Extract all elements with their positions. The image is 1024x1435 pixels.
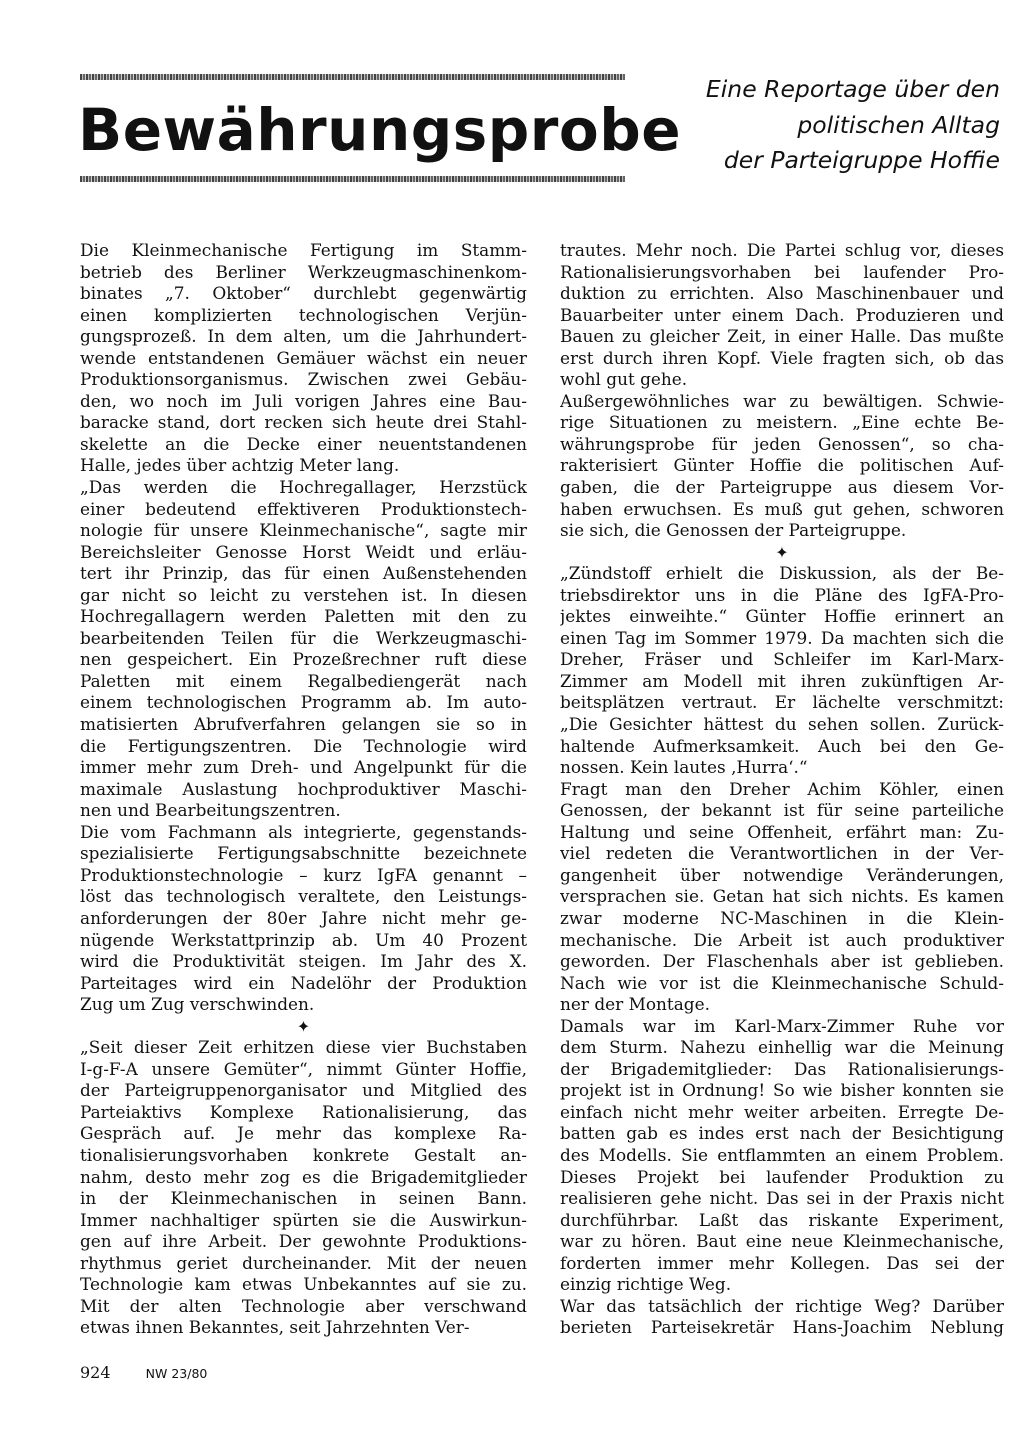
text-line: Außergewöhnliches war zu bewältigen. Schwie- xyxy=(560,390,1004,411)
text-line: I-g-F-A unsere Gemüter“, nimmt Günter Hoffie, xyxy=(80,1058,527,1079)
issue-label: NW 23/80 xyxy=(145,1366,208,1381)
text-line: rhythmus geriet durcheinander. Mit der neuen xyxy=(80,1252,527,1273)
text-line: einen komplizierten technologischen Verjün- xyxy=(80,304,527,325)
text-line: Haltung und seine Offenheit, erfährt man: Zu- xyxy=(560,821,1004,842)
text-line: gangenheit über notwendige Veränderungen, xyxy=(560,864,1004,885)
text-line: währungsprobe für jeden Genossen“, so cha- xyxy=(560,433,1004,454)
text-line: sie sich, die Genossen der Parteigruppe. xyxy=(560,520,907,541)
text-line: triebsdirektor uns in die Pläne des IgFA-Pro- xyxy=(560,584,1004,605)
text-line: Immer nachhaltiger spürten sie die Auswirkun- xyxy=(80,1209,527,1230)
text-line: einen Tag im Sommer 1979. Da machten sich die xyxy=(560,627,1004,648)
text-line: betrieb des Berliner Werkzeugmaschinenkom- xyxy=(80,261,527,282)
text-line: „Die Gesichter hättest du sehen sollen. Zurück- xyxy=(560,714,1004,735)
text-line: einfach nicht mehr weiter arbeiten. Erregte De- xyxy=(560,1101,1004,1122)
text-line: erst durch ihren Kopf. Viele fragten sich, ob das xyxy=(560,347,1004,368)
text-line: duktion zu errichten. Also Maschinenbauer und xyxy=(560,283,1004,304)
text-line: Mit der alten Technologie aber verschwand xyxy=(80,1295,527,1316)
text-line: Nach wie vor ist die Kleinmechanische Schuld- xyxy=(560,972,1004,993)
text-line: Genossen, der bekannt ist für seine parteiliche xyxy=(560,800,1004,821)
text-line: Gespräch auf. Je mehr das komplexe Ra- xyxy=(80,1123,527,1144)
page-footer xyxy=(80,1363,207,1382)
text-line: tionalisierungsvorhaben konkrete Gestalt an- xyxy=(80,1144,527,1165)
text-line: „Seit dieser Zeit erhitzen diese vier Buchstaben xyxy=(80,1037,527,1058)
text-line: haben erwuchsen. Es muß gut gehen, schworen xyxy=(560,498,1004,519)
text-line: nen gespeichert. Ein Prozeßrechner ruft diese xyxy=(80,649,527,670)
text-line: Damals war im Karl-Marx-Zimmer Ruhe vor xyxy=(560,1015,1004,1036)
text-line: ner der Montage. xyxy=(560,994,710,1015)
right-column xyxy=(560,240,1004,1339)
text-line: anforderungen der 80er Jahre nicht mehr ge- xyxy=(80,907,527,928)
text-line: wende entstandenen Gemäuer wächst ein neuer xyxy=(80,347,527,368)
text-line: Die vom Fachmann als integrierte, gegenstands- xyxy=(80,821,527,842)
text-line: jektes einweihte.“ Günter Hoffie erinnert an xyxy=(560,606,1004,627)
text-line: Dieses Projekt bei laufender Produktion zu xyxy=(560,1166,1004,1187)
subhead-line: politischen Alltag xyxy=(797,110,1000,139)
text-line: geworden. Der Flaschenhals aber ist geblieben. xyxy=(560,951,1004,972)
text-line: skelette an die Decke einer neuentstandenen xyxy=(80,433,527,454)
text-line: rakterisiert Günter Hoffie die politischen Auf- xyxy=(560,455,1004,476)
text-line: des Modells. Sie entflammten an einem Problem. xyxy=(560,1144,1004,1165)
text-line: Hochregallagern werden Paletten mit den zu xyxy=(80,606,527,627)
text-line: War das tatsächlich der richtige Weg? Darüber xyxy=(560,1295,1004,1316)
text-line: Die Kleinmechanische Fertigung im Stamm- xyxy=(80,240,527,260)
text-line: in der Kleinmechanischen in seinen Bann. xyxy=(80,1188,527,1209)
text-line: beitsplätzen vertraut. Er lächelte verschmitzt: xyxy=(560,692,1004,713)
top-rule xyxy=(80,74,625,80)
text-line: der Parteigruppenorganisator und Mitglied des xyxy=(80,1080,527,1101)
text-line: war zu hören. Baut eine neue Kleinmechanische, xyxy=(560,1231,1004,1252)
text-line: Zug um Zug verschwinden. xyxy=(80,994,315,1015)
text-line: batten gab es indes erst nach der Besichtigung xyxy=(560,1123,1004,1144)
text-line: gar nicht so leicht zu verstehen ist. In diesen xyxy=(80,584,527,605)
text-line: binates „7. Oktober“ durchlebt gegenwärtig xyxy=(80,283,527,304)
text-line: dem Sturm. Nahezu einhellig war die Meinung xyxy=(560,1037,1004,1058)
text-line: nahm, desto mehr zog es die Brigademitglieder xyxy=(80,1166,527,1187)
bottom-rule xyxy=(80,176,625,182)
text-line: „Zündstoff erhielt die Diskussion, als der Be- xyxy=(560,563,1004,584)
subhead-line: Eine Reportage über den xyxy=(705,75,1000,103)
text-line: einer bedeutend effektiveren Produktionstech- xyxy=(80,498,527,519)
text-line: immer mehr zum Dreh- und Angelpunkt für die xyxy=(80,757,527,778)
subhead xyxy=(655,72,1000,179)
text-line: nossen. Kein lautes ‚Hurra‘.“ xyxy=(560,757,808,778)
text-line: wohl gut gehe. xyxy=(560,369,688,390)
text-line: nologie für unsere Kleinmechanische“, sagte mir xyxy=(80,520,527,541)
subhead-line: der Parteigruppe Hoffie xyxy=(723,146,1000,174)
text-line: gen auf ihre Arbeit. Der gewohnte Produktions- xyxy=(80,1231,527,1252)
text-line: forderten immer mehr Kollegen. Das sei der xyxy=(560,1252,1004,1273)
text-line: Bereichsleiter Genosse Horst Weidt und erläu- xyxy=(80,541,527,562)
text-line: Fragt man den Dreher Achim Köhler, einen xyxy=(560,778,1004,799)
text-line: Rationalisierungsvorhaben bei laufender Pro- xyxy=(560,261,1004,282)
text-line: baracke stand, dort recken sich heute drei Stahl- xyxy=(80,412,527,433)
text-line: Zimmer am Modell mit ihren zukünftigen Ar- xyxy=(560,670,1004,691)
text-line: gungsprozeß. In dem alten, um die Jahrhundert- xyxy=(80,326,527,347)
left-column xyxy=(80,240,527,1339)
text-line: spezialisierte Fertigungsabschnitte bezeichnete xyxy=(80,843,527,864)
text-line: Technologie kam etwas Unbekanntes auf sie zu. xyxy=(80,1274,527,1295)
text-line: gaben, die der Parteigruppe aus diesem Vor- xyxy=(560,477,1004,498)
text-line: rige Situationen zu meistern. „Eine echte Be- xyxy=(560,412,1004,433)
text-line: berieten Parteisekretär Hans-Joachim Neblung xyxy=(560,1317,1004,1338)
text-line: Bauen zu gleicher Zeit, in einer Halle. Das mußte xyxy=(560,326,1004,347)
page-number: 924 xyxy=(80,1363,111,1382)
text-line: zwar moderne NC-Maschinen in die Klein- xyxy=(560,907,1004,928)
text-line: Halle, jedes über achtzig Meter lang. xyxy=(80,455,400,476)
text-line: etwas ihnen Bekanntes, seit Jahrzehnten Ver- xyxy=(80,1317,470,1338)
headline: Bewährungsprobe xyxy=(78,96,682,164)
text-line: durchführbar. Laßt das riskante Experiment, xyxy=(560,1209,1004,1230)
text-line: Produktionstechnologie – kurz IgFA genannt – xyxy=(80,864,527,885)
text-line: realisieren gehe nicht. Das sei in der Praxis nicht xyxy=(560,1188,1004,1209)
text-line: bearbeitenden Teilen für die Werkzeugmaschi- xyxy=(80,627,527,648)
text-line: maximale Auslastung hochproduktiver Maschi- xyxy=(80,778,527,799)
text-line: haltende Aufmerksamkeit. Auch bei den Ge- xyxy=(560,735,1004,756)
text-line: Parteiaktivs Komplexe Rationalisierung, das xyxy=(80,1101,527,1122)
text-line: trautes. Mehr noch. Die Partei schlug vor, dieses xyxy=(560,240,1004,260)
section-separator-icon: ✦ xyxy=(775,542,789,562)
text-line: „Das werden die Hochregallager, Herzstück xyxy=(80,477,527,498)
text-line: tert ihr Prinzip, das für einen Außenstehenden xyxy=(80,563,527,584)
text-line: matisierten Abrufverfahren gelangen sie so in xyxy=(80,714,527,735)
text-line: die Fertigungszentren. Die Technologie wird xyxy=(80,735,527,756)
text-line: Parteitages wird ein Nadelöhr der Produktion xyxy=(80,972,527,993)
text-line: löst das technologisch veraltete, den Leistungs- xyxy=(80,886,527,907)
text-line: einzig richtige Weg. xyxy=(560,1274,732,1295)
text-line: nen und Bearbeitungszentren. xyxy=(80,800,341,821)
section-separator-icon: ✦ xyxy=(296,1016,311,1036)
text-line: Produktionsorganismus. Zwischen zwei Gebäu- xyxy=(80,369,527,390)
text-line: projekt ist in Ordnung! So wie bisher konnten sie xyxy=(560,1080,1004,1101)
text-line: mechanische. Die Arbeit ist auch produktiver xyxy=(560,929,1004,950)
text-line: wird die Produktivität steigen. Im Jahr des X. xyxy=(80,951,527,972)
text-line: nügende Werkstattprinzip ab. Um 40 Prozent xyxy=(80,929,527,950)
text-line: Paletten mit einem Regalbediengerät nach xyxy=(80,670,527,691)
text-line: versprachen sie. Getan hat sich nichts. Es kamen xyxy=(560,886,1004,907)
text-line: Bauarbeiter unter einem Dach. Produzieren und xyxy=(560,304,1004,325)
text-line: der Brigademitglieder: Das Rationalisierungs- xyxy=(560,1058,1004,1079)
text-line: Dreher, Fräser und Schleifer im Karl-Marx- xyxy=(560,649,1004,670)
text-line: einem technologischen Programm ab. Im auto- xyxy=(80,692,527,713)
text-line: den, wo noch im Juli vorigen Jahres eine Bau- xyxy=(80,390,527,411)
text-line: viel redeten die Verantwortlichen in der Ver- xyxy=(560,843,1004,864)
